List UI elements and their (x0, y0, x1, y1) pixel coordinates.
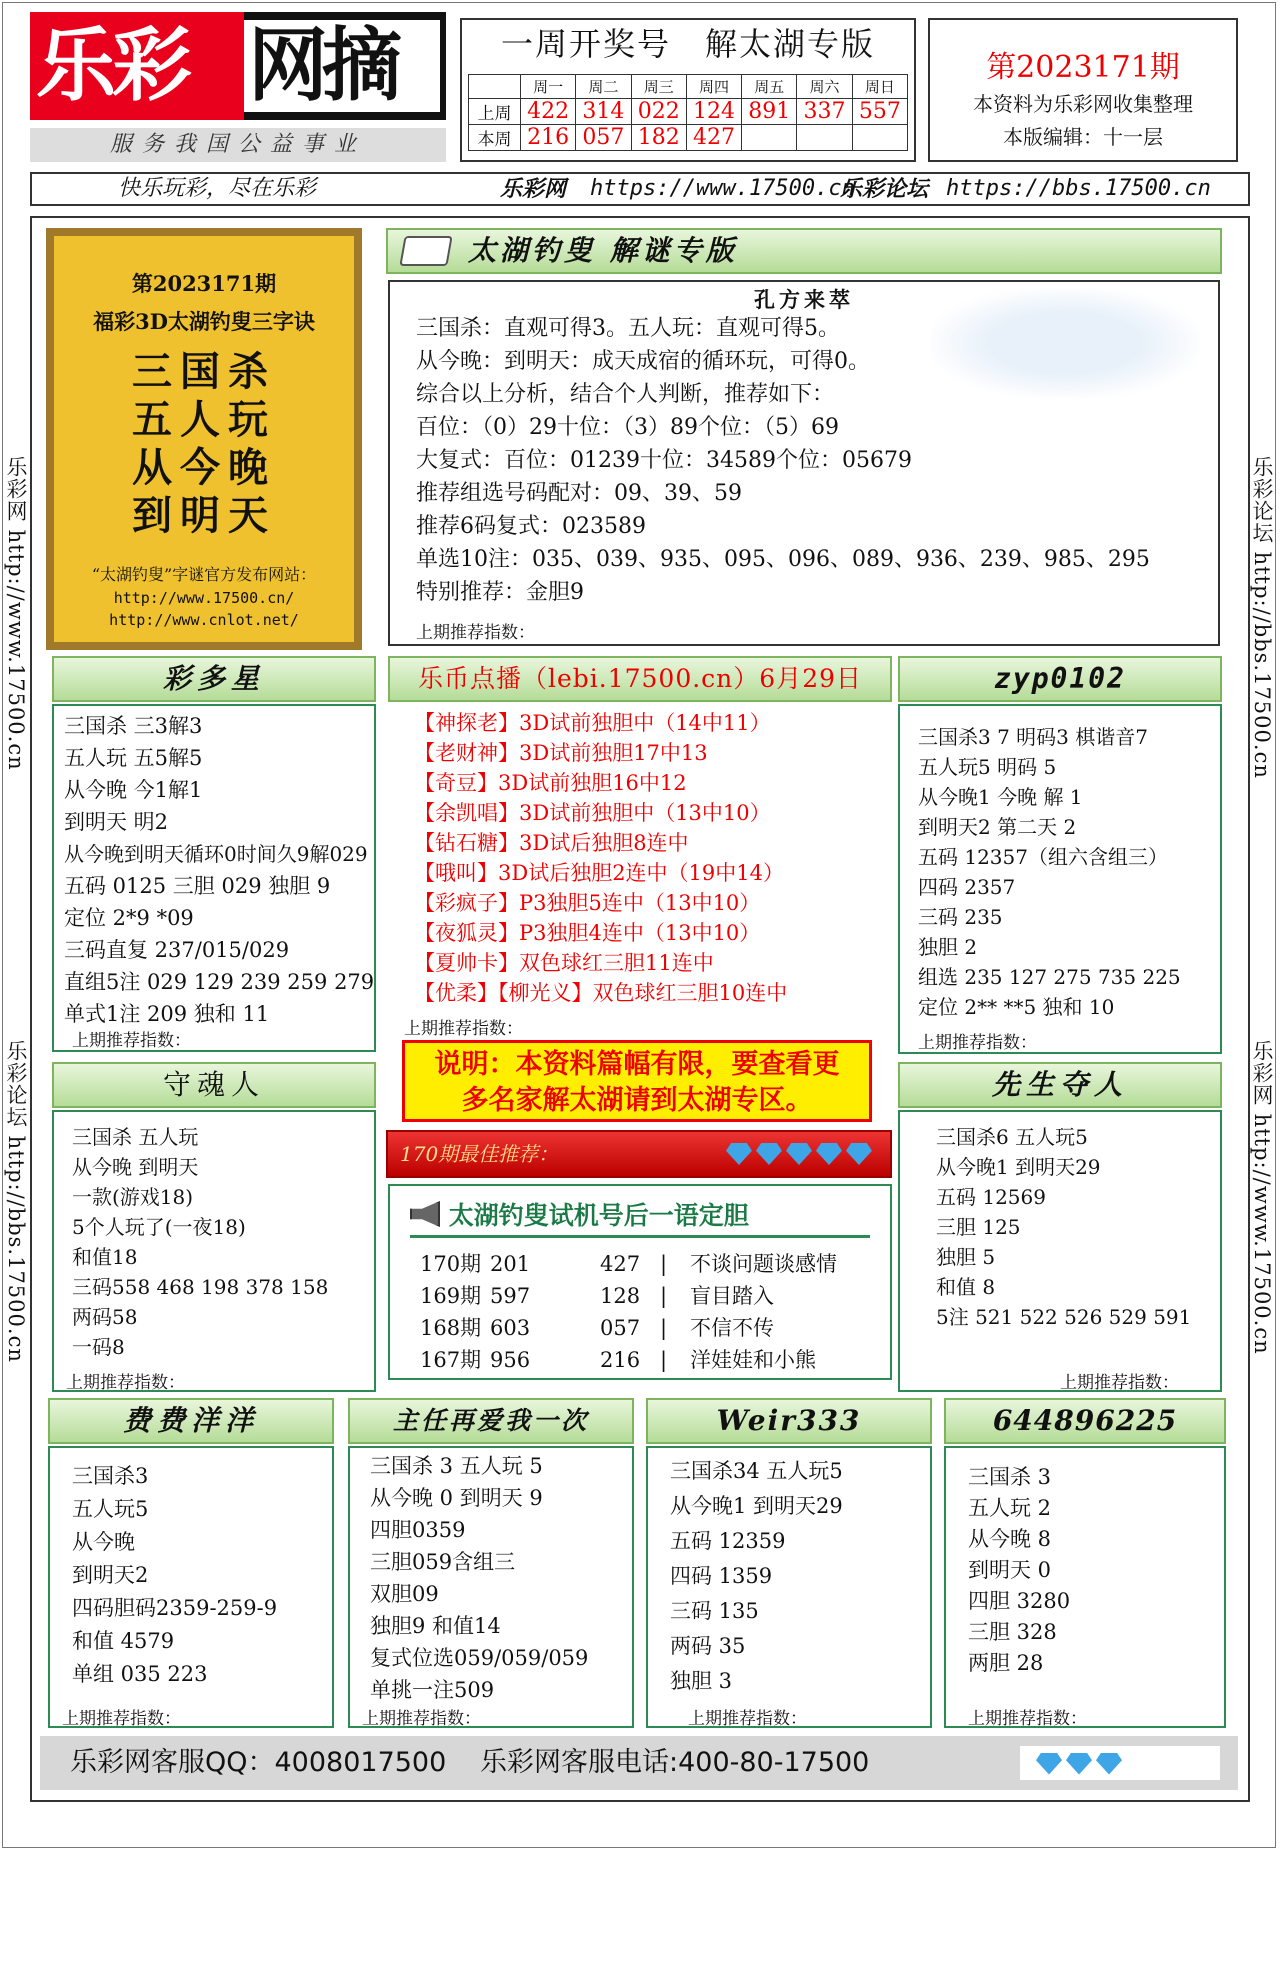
caiduoxing-header: 彩多星 (52, 656, 376, 702)
lebi-item: 【余凯唱】3D试前独胆中（13中10） (414, 801, 771, 825)
zhuren-header: 主任再爱我一次 (348, 1398, 634, 1444)
diamond-icon (1066, 1753, 1092, 1775)
recommend-index: 上期推荐指数： (66, 1373, 185, 1393)
list-item: 五码 12357（组六含组三） (918, 845, 1168, 869)
list-item: 三国杀34 五人玩5 (670, 1459, 843, 1483)
draw-number: 216 (521, 125, 576, 151)
list-item: 从今晚1 到明天29 (936, 1155, 1101, 1179)
speaker-icon (410, 1201, 440, 1227)
list-item: 5个人玩了(一夜18) (72, 1215, 246, 1239)
list-item: 独胆 5 (936, 1245, 996, 1269)
list-item: 三胆059含组三 (370, 1550, 516, 1574)
recommend-index: 上期推荐指数： (1060, 1373, 1179, 1393)
lebi-item: 【优柔】【柳光义】双色球红三胆10连中 (414, 981, 788, 1005)
draw-number (742, 125, 797, 151)
xiansheng-header: 先生夺人 (898, 1062, 1222, 1108)
riddle-panel (388, 280, 1220, 646)
draw-number: 557 (852, 99, 907, 125)
list-item: 一款(游戏18) (72, 1185, 194, 1209)
logo-text-lecai: 乐彩 (36, 20, 188, 112)
list-item: 三国杀 3 (968, 1465, 1052, 1489)
weir-panel (646, 1446, 932, 1728)
list-item: 三胆 328 (968, 1620, 1057, 1644)
list-item: 单挑一注509 (370, 1678, 495, 1702)
shiji-row: 167期 956 216 | 洋娃娃和小熊 (420, 1348, 816, 1372)
lebi-panel (390, 704, 890, 1042)
issue-editor: 本版编辑：十一层 (1003, 125, 1163, 149)
list-item: 从今晚1 到明天29 (670, 1494, 843, 1518)
scroll-icon (399, 236, 452, 266)
site-logo[interactable] (30, 12, 446, 162)
lebi-item: 【夜狐灵】P3独胆4连中（13中10） (414, 921, 761, 945)
diamond-icon (816, 1143, 842, 1165)
list-item: 两码 35 (670, 1634, 746, 1658)
poster-title: 福彩3D太湖钓叟三字诀 (93, 309, 315, 334)
day-header: 周五 (742, 75, 797, 99)
logo-slogan: 服务我国公益事业 (30, 128, 446, 162)
list-item: 单式1注 209 独和 11 (64, 1002, 270, 1026)
shiji-panel (388, 1184, 892, 1380)
list-item: 五人玩 2 (968, 1496, 1052, 1520)
riddle-header: 太湖钓叟 解谜专版 (386, 228, 1222, 274)
banner-slogan: 快乐玩彩，尽在乐彩 (118, 176, 317, 201)
taihu-poster (46, 228, 362, 650)
draw-number: 427 (686, 125, 741, 151)
best-recommend-bar (386, 1130, 892, 1178)
list-item: 到明天2 (72, 1563, 149, 1587)
riddle-line: 推荐组选号码配对：09、39、59 (416, 481, 742, 506)
list-item: 五码 0125 三胆 029 独胆 9 (64, 874, 331, 898)
forum-label: 乐彩论坛 (840, 176, 929, 202)
shiji-title: 太湖钓叟试机号后一语定胆 (448, 1201, 749, 1230)
draw-number: 022 (631, 99, 686, 125)
poster-url-1[interactable]: http://www.17500.cn/ (113, 589, 295, 607)
lebi-item: 【哦叫】3D试后独胆2连中（19中14） (414, 861, 785, 885)
day-header: 周二 (576, 75, 631, 99)
issue-source: 本资料为乐彩网收集整理 (973, 92, 1193, 116)
list-item: 到明天2 第二天 2 (918, 815, 1077, 839)
list-item: 定位 2** **5 独和 10 (918, 995, 1115, 1019)
poster-url-2[interactable]: http://www.cnlot.net/ (109, 611, 299, 629)
list-item: 三国杀3 (72, 1464, 149, 1488)
diamond-icon (846, 1143, 872, 1165)
side-text-right-top: 乐彩论坛 http://bbs.17500.cn (1250, 456, 1274, 779)
weir-header: Weir333 (646, 1398, 932, 1444)
day-header: 周日 (852, 75, 907, 99)
list-item: 单组 035 223 (72, 1662, 208, 1686)
list-item: 三码558 468 198 378 158 (72, 1275, 329, 1299)
best-recommend-title: 170期最佳推荐： (400, 1142, 559, 1166)
shouhun-panel (52, 1110, 376, 1392)
day-header: 周四 (686, 75, 741, 99)
weekly-draw-table (468, 74, 908, 151)
site-link[interactable]: https://www.17500.cn (590, 176, 855, 201)
day-header: 周一 (521, 75, 576, 99)
poster-issue: 第2023171期 (131, 271, 277, 296)
zyp-header: zyp0102 (898, 656, 1222, 702)
zyp-panel (898, 704, 1222, 1054)
lebi-item: 【钻石糖】3D试后独胆8连中 (414, 831, 689, 855)
recommend-index: 上期推荐指数： (688, 1709, 807, 1729)
list-item: 从今晚 今1解1 (64, 778, 203, 802)
list-item: 五人玩 五5解5 (64, 746, 203, 770)
lebi-item: 【夏帅卡】双色球红三胆11连中 (414, 951, 714, 975)
list-item: 独胆9 和值14 (370, 1614, 501, 1638)
list-item: 三码直复 237/015/029 (64, 938, 290, 962)
list-item: 三国杀 五人玩 (72, 1125, 199, 1149)
list-item: 从今晚到明天循环0时间久9解029 (64, 842, 368, 866)
list-item: 四码 2357 (918, 875, 1016, 899)
riddle-line: 综合以上分析，结合个人判断，推荐如下： (416, 382, 835, 407)
row-label-this-week: 本周 (469, 125, 521, 151)
recommend-index: 上期推荐指数： (968, 1709, 1087, 1729)
list-item: 到明天 明2 (64, 810, 169, 834)
list-item: 独胆 2 (918, 935, 978, 959)
diamond-icon (726, 1143, 752, 1165)
shiji-row: 169期 597 128 | 盲目踏入 (420, 1284, 774, 1308)
list-item: 两胆 28 (968, 1651, 1044, 1675)
lebi-item: 【神探老】3D试前独胆中（14中11） (414, 711, 771, 735)
fugui-panel (48, 1446, 334, 1728)
list-item: 五码 12569 (936, 1185, 1046, 1209)
list-item: 到明天 0 (968, 1558, 1052, 1582)
info-note: 说明：本资料篇幅有限，要查看更 多名家解太湖请到太湖专区。 (402, 1040, 872, 1122)
list-item: 从今晚 到明天 (72, 1155, 199, 1179)
riddle-line: 百位：（0）29十位：（3）89个位：（5）69 (416, 415, 839, 440)
issue-panel (928, 18, 1238, 162)
day-header: 周六 (797, 75, 852, 99)
list-item: 五人玩5 明码 5 (918, 755, 1057, 779)
list-item: 从今晚 (72, 1530, 135, 1554)
service-phone: 乐彩网客服电话:400-80-17500 (480, 1747, 870, 1778)
riddle-line: 推荐6码复式：023589 (416, 514, 646, 539)
forum-link[interactable]: https://bbs.17500.cn (946, 176, 1211, 201)
footer-gem-rating (1020, 1746, 1220, 1780)
draw-number: 057 (576, 125, 631, 151)
site-label: 乐彩网 (500, 176, 567, 202)
list-item: 和值 4579 (72, 1629, 175, 1653)
row-label-last-week: 上周 (469, 99, 521, 125)
riddle-line: 从今晚：到明天：成天成宿的循环玩，可得0。 (416, 349, 870, 374)
diamond-icon (1096, 1753, 1122, 1775)
shouhun-header: 守魂人 (52, 1062, 376, 1108)
list-item: 组选 235 127 275 735 225 (918, 965, 1181, 989)
diamond-icon (1036, 1753, 1062, 1775)
list-item: 五人玩5 (72, 1497, 149, 1521)
side-text-left-top: 乐彩网 http://www.17500.cn (4, 456, 28, 771)
issue-number: 第2023171期 (986, 50, 1180, 85)
draw-number (852, 125, 907, 151)
side-text-right-bottom: 乐彩网 http://www.17500.cn (1250, 1040, 1274, 1355)
list-item: 和值18 (72, 1245, 138, 1269)
fugui-header: 费费洋洋 (48, 1398, 334, 1444)
riddle-line: 大复式：百位：01239十位：34589个位：05679 (416, 448, 912, 473)
list-item: 三国杀 3 五人玩 5 (370, 1454, 543, 1478)
lebi-item: 【彩疯子】P3独胆5连中（13中10） (414, 891, 761, 915)
list-item: 三国杀 三3解3 (64, 714, 203, 738)
shiji-row: 168期 603 057 | 不信不传 (420, 1316, 774, 1340)
service-qq: 乐彩网客服QQ：4008017500 (70, 1747, 447, 1778)
list-item: 四码 1359 (670, 1564, 773, 1588)
riddle-line: 三国杀：直观可得3。五人玩：直观可得5。 (416, 316, 840, 341)
poster-word: 三国杀 (132, 348, 276, 395)
draw-number: 124 (686, 99, 741, 125)
poster-word: 五人玩 (132, 396, 276, 443)
draw-number: 422 (521, 99, 576, 125)
poster-word: 从今晚 (132, 444, 276, 491)
recommend-index: 上期推荐指数： (918, 1033, 1037, 1053)
top-banner (30, 172, 1250, 206)
footer-bar (40, 1736, 1238, 1790)
list-item: 四码胆码2359-259-9 (72, 1596, 278, 1620)
lebi-header: 乐币点播（lebi.17500.cn）6月29日 (388, 656, 892, 702)
draw-number: 314 (576, 99, 631, 125)
draw-number: 337 (797, 99, 852, 125)
list-item: 五码 12359 (670, 1529, 786, 1553)
zhuren-panel (348, 1446, 634, 1728)
list-item: 三国杀6 五人玩5 (936, 1125, 1088, 1149)
caiduoxing-panel (52, 704, 376, 1052)
list-item: 三胆 125 (936, 1215, 1021, 1239)
list-item: 复式位选059/059/059 (370, 1646, 589, 1670)
lebi-item: 【奇豆】3D试前独胆16中12 (414, 771, 687, 795)
list-item: 双胆09 (370, 1582, 439, 1606)
draw-number (797, 125, 852, 151)
n644-panel (944, 1446, 1226, 1728)
list-item: 从今晚 0 到明天 9 (370, 1486, 543, 1510)
n644-header: 644896225 (944, 1398, 1226, 1444)
list-item: 三国杀3 7 明码3 棋谐音7 (918, 725, 1148, 749)
list-item: 5注 521 522 526 529 591 (936, 1305, 1192, 1329)
draw-number: 891 (742, 99, 797, 125)
list-item: 从今晚 8 (968, 1527, 1052, 1551)
day-header: 周三 (631, 75, 686, 99)
list-item: 独胆 3 (670, 1669, 733, 1693)
riddle-line: 特别推荐：金胆9 (416, 580, 584, 605)
list-item: 两码58 (72, 1305, 138, 1329)
recommend-index: 上期推荐指数： (72, 1031, 191, 1051)
poster-word: 到明天 (132, 492, 276, 539)
list-item: 三码 235 (918, 905, 1003, 929)
list-item: 和值 8 (936, 1275, 996, 1299)
list-item: 四胆 3280 (968, 1589, 1071, 1613)
logo-text-wangzhai: 网摘 (248, 20, 396, 112)
list-item: 定位 2*9 *09 (64, 906, 194, 930)
lebi-item: 【老财神】3D试前独胆17中13 (414, 741, 708, 765)
gem-rating (726, 1143, 876, 1169)
weekly-draw-title: 一周开奖号 解太湖专版 (500, 25, 875, 63)
list-item: 从今晚1 今晚 解 1 (918, 785, 1083, 809)
xiansheng-panel (898, 1110, 1222, 1392)
recommend-index: 上期推荐指数： (416, 623, 535, 643)
riddle-line: 单选10注：035、039、935、095、096、089、936、239、985、295 (416, 547, 1150, 572)
shiji-row: 170期 201 427 | 不谈问题谈感情 (420, 1252, 837, 1276)
list-item: 四胆0359 (370, 1518, 466, 1542)
riddle-author: 孔方来萃 (754, 287, 854, 312)
draw-number: 182 (631, 125, 686, 151)
weekly-draw-panel (460, 18, 916, 162)
diamond-icon (756, 1143, 782, 1165)
recommend-index: 上期推荐指数： (362, 1709, 481, 1729)
recommend-index: 上期推荐指数： (404, 1019, 523, 1039)
list-item: 直组5注 029 129 239 259 279 (64, 970, 375, 994)
recommend-index: 上期推荐指数： (62, 1709, 181, 1729)
side-text-left-bottom: 乐彩论坛 http://bbs.17500.cn (4, 1040, 28, 1363)
list-item: 三码 135 (670, 1599, 759, 1623)
poster-note: “太湖钓叟”字谜官方发布网站： (91, 565, 317, 584)
list-item: 一码8 (72, 1335, 125, 1359)
diamond-icon (786, 1143, 812, 1165)
